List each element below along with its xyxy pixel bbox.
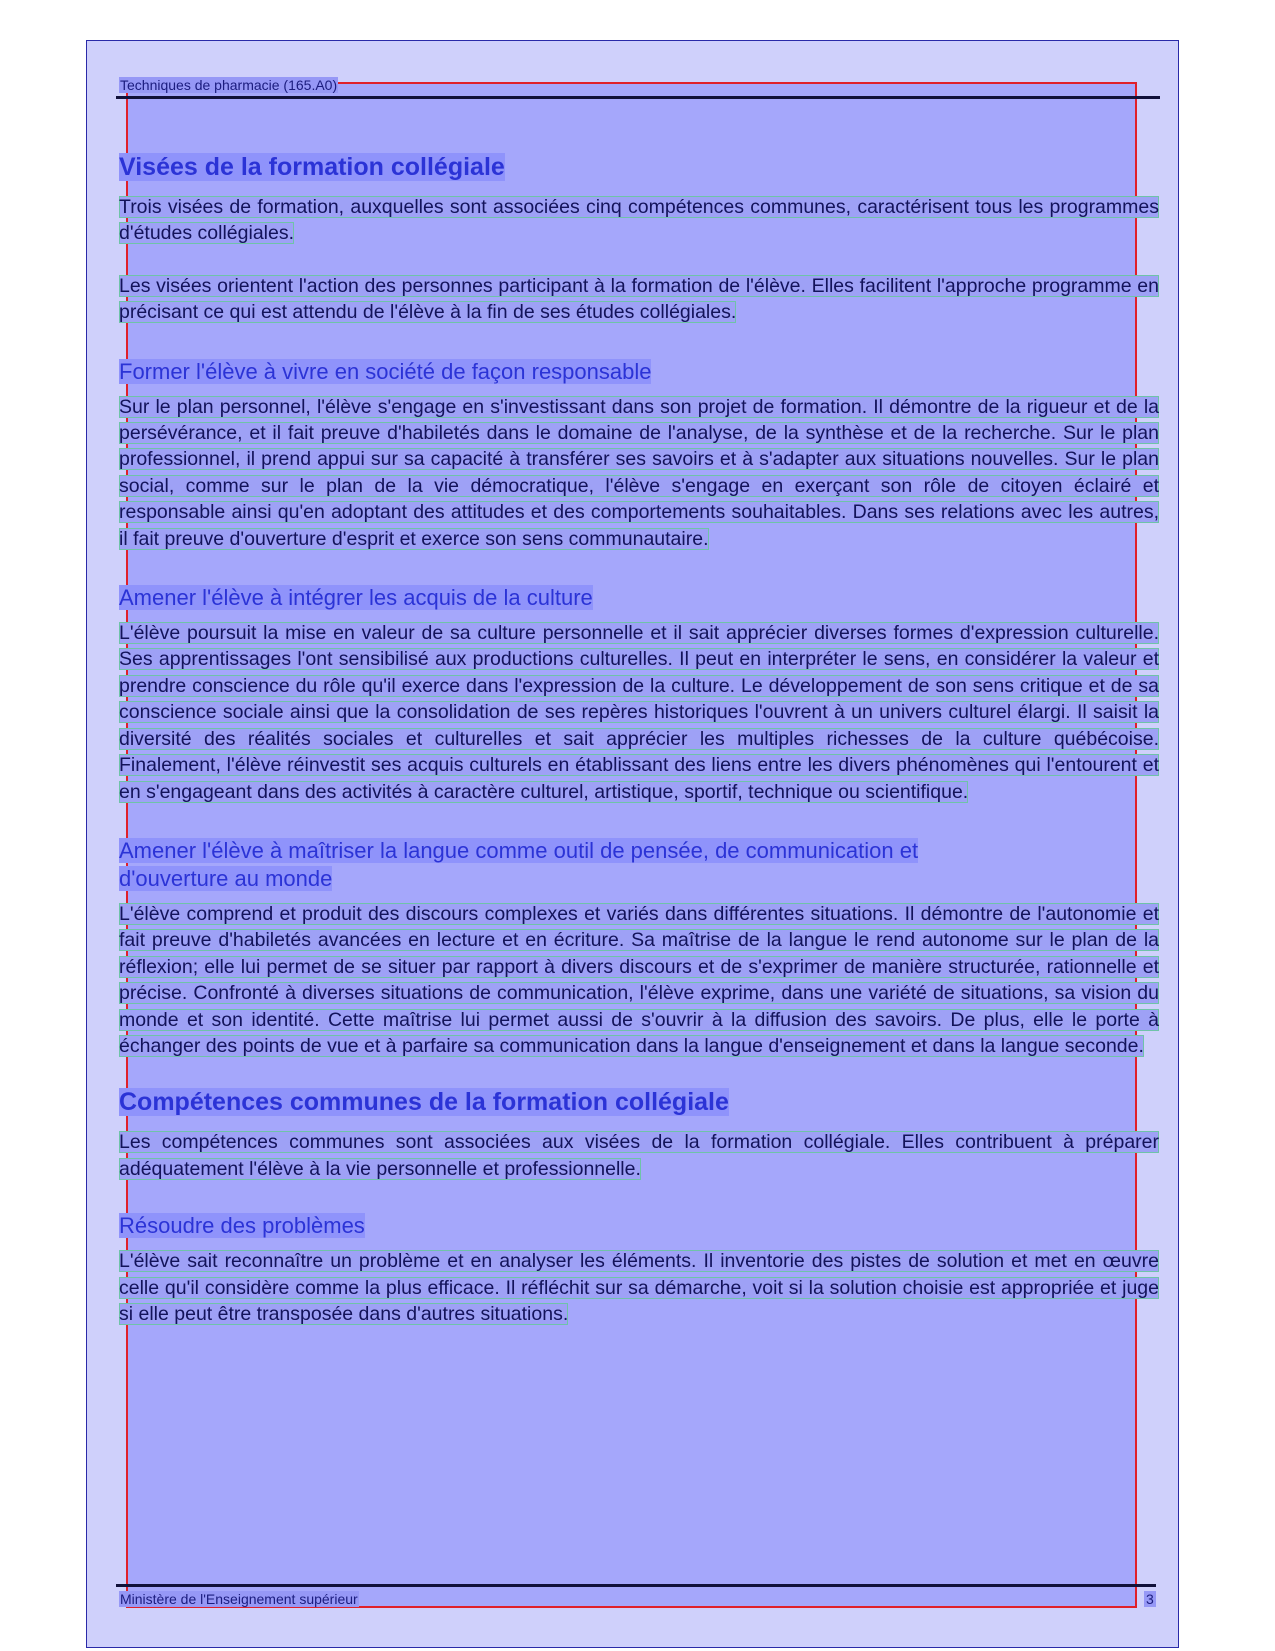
paragraph: L'élève poursuit la mise en valeur de sa culture personnelle et il sait apprécier diverses formes d'expression culturelle. Ses apprentissages l'ont sensibilisé aux productions culturelles. Il peut en interpréter le sens, en considérer la valeur et prendre conscience du rôle qu'il exerce dans l'expression de la culture. Le développement de son sens critique et de sa conscience sociale ainsi que la consolidation de ses repères historiques l'ouvrent à un univers culturel élargi. Il saisit la diversité des réalités sociales et culturelles et sait apprécier les multiples richesses de la culture québécoise. Finalement, l'élève réinvestit ses acquis culturels en établissant des liens entre les divers phénomènes qui l'entourent et en s'engageant dans des activités à caractère culturel, artistique, sportif, technique ou scientifique. — [119, 622, 1159, 803]
page-number: 3 — [1146, 1591, 1154, 1607]
paragraph: L'élève sait reconnaître un problème et en analyser les éléments. Il inventorie des pistes de solution et met en œuvre celle qu'il considère comme la plus efficace. Il réfléchit sur sa démarche, voit si la solution choisie est appropriée et juge si elle peut être transposée dans d'autres situations. — [119, 1250, 1159, 1325]
paragraph: L'élève comprend et produit des discours complexes et variés dans différentes situations. Il démontre de l'autonomie et fait preuve d'habiletés avancées en lecture et en écriture. Sa maîtrise de la langue le rend autonome sur le plan de la réflexion; elle lui permet de se situer par rapport à divers discours et de s'exprimer de manière structurée, rationnelle et précise. Confronté à diverses situations de communication, l'élève exprime, dans une variété de situations, sa vision du monde et son identité. Cette maîtrise lui permet aussi de s'ouvrir à la diffusion des savoirs. De plus, elle le porte à échanger des points de vue et à parfaire sa communication dans la langue d'enseignement et dans la langue seconde. — [119, 902, 1159, 1057]
subsection-title: Amener l'élève à intégrer les acquis de la culture — [119, 585, 593, 611]
paragraph: Sur le plan personnel, l'élève s'engage en s'investissant dans son projet de formation. Il démontre de la rigueur et de la persévérance, et il fait preuve d'habiletés dans le domaine de l'analyse, de la synthèse et de la recherche. Sur le plan professionnel, il prend appui sur sa capacité à transférer ses savoirs et à s'adapter aux situations nouvelles. Sur le plan social, comme sur le plan de la vie démocratique, l'élève s'engage en exerçant son rôle de citoyen éclairé et responsable ainsi qu'en adoptant des attitudes et des comportements souhaitables. Dans ses relations avec les autres, il fait preuve d'ouverture d'esprit et exerce son sens communautaire. — [119, 395, 1159, 550]
paragraph: Trois visées de formation, auxquelles sont associées cinq compétences communes, caractérisent tous les programmes d'études collégiales. — [119, 196, 1159, 245]
subsection-title: Résoudre des problèmes — [119, 1213, 365, 1239]
running-header: Techniques de pharmacie (165.A0) — [120, 77, 338, 93]
paragraph: Les compétences communes sont associées aux visées de la formation collégiale. Elles contribuent à préparer adéquatement l'élève à la vie personnelle et professionnelle. — [119, 1131, 1159, 1180]
header-rule — [116, 96, 1160, 99]
footer-rule — [116, 1584, 1156, 1587]
section-title-visees: Visées de la formation collégiale — [119, 153, 505, 181]
subsection-title: Former l'élève à vivre en société de façon responsable — [119, 358, 652, 384]
main-content — [119, 150, 1159, 1353]
section-title-competences: Compétences communes de la formation collégiale — [119, 1088, 729, 1117]
running-footer: Ministère de l'Enseignement supérieur — [120, 1591, 358, 1607]
subsection-title: Amener l'élève à maîtriser la langue comme outil de pensée, de communication et d'ouverture au monde — [119, 837, 919, 891]
paragraph: Les visées orientent l'action des personnes participant à la formation de l'élève. Elles facilitent l'approche programme en précisant ce qui est attendu de l'élève à la fin de ses études collégiales. — [119, 274, 1159, 324]
